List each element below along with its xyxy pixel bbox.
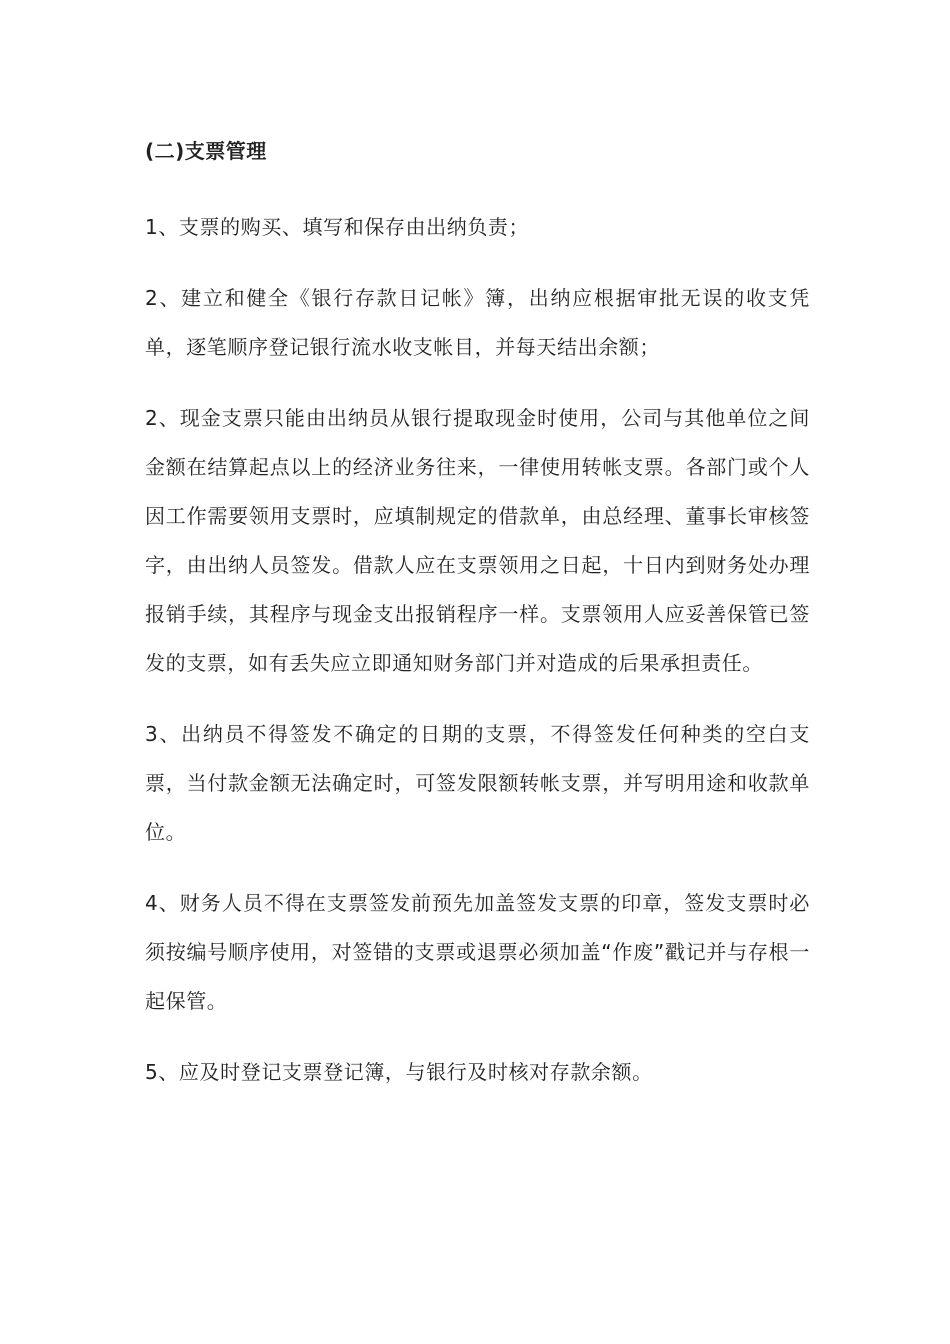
section-heading: (二)支票管理 bbox=[145, 139, 267, 163]
paragraph-item-3: 2、现金支票只能由出纳员从银行提取现金时使用，公司与其他单位之间金额在结算起点以上的经济业务往来，一律使用转帐支票。各部门或个人因工作需要领用支票时，应填制规定的借款单，由总经理、董事长审核签字，由出纳人员签发。借款人应在支票领用之日起，十日内到财务处办理报销手续，其程序与现金支出报销程序一样。支票领用人应妥善保管已签发的支票，如有丢失应立即通知财务部门并对造成的后果承担责任。 bbox=[145, 406, 810, 675]
paragraph-item-5: 4、财务人员不得在支票签发前预先加盖签发支票的印章，签发支票时必须按编号顺序使用，对签错的支票或退票必须加盖“作废”戳记并与存根一起保管。 bbox=[145, 891, 810, 1013]
document-body bbox=[145, 131, 810, 1119]
paragraph-item-6: 5、应及时登记支票登记簿，与银行及时核对存款余额。 bbox=[145, 1060, 653, 1084]
paragraph-item-2: 2、建立和健全《银行存款日记帐》簿，出纳应根据审批无误的收支凭单，逐笔顺序登记银行流水收支帐目，并每天结出余额； bbox=[145, 286, 810, 359]
paragraph-item-1: 1、支票的购买、填写和保存由出纳负责； bbox=[145, 215, 530, 239]
paragraph-item-4: 3、出纳员不得签发不确定的日期的支票，不得签发任何种类的空白支票，当付款金额无法确定时，可签发限额转帐支票，并写明用途和收款单位。 bbox=[145, 722, 810, 844]
